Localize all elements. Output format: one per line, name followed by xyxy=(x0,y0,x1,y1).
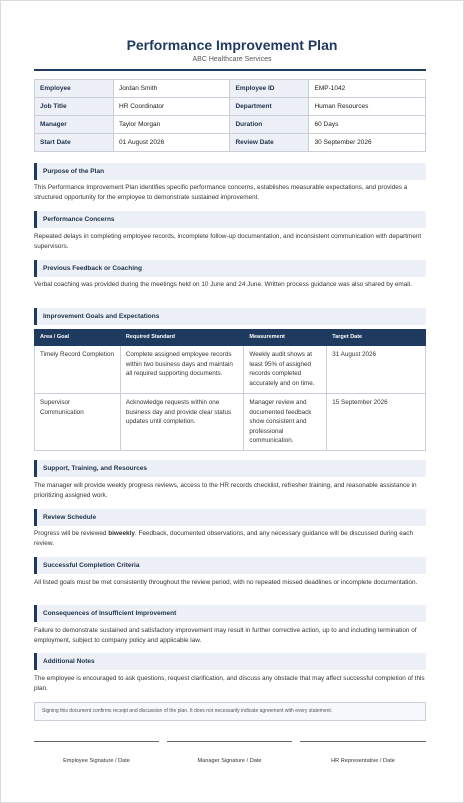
feedback-text: Verbal coaching was provided during the meetings held on 10 June and 24 June. Written process guidance was also shared by email. xyxy=(34,281,412,288)
concerns-heading: Performance Concerns xyxy=(34,211,426,228)
goals-col-measurement: Measurement xyxy=(244,330,327,346)
goal-standard: Complete assigned employee records within two business days and maintain all required supporting documents. xyxy=(120,346,244,394)
employee-info-table xyxy=(34,79,426,152)
employee-label: Employee xyxy=(35,80,114,98)
employee-value: Jordan Smith xyxy=(114,80,230,98)
goal-target: 31 August 2026 xyxy=(327,346,426,394)
goal-area: Timely Record Completion xyxy=(35,346,121,394)
review-text-end: . Feedback, documented observations, and any necessary guidance will be discussed during each review. xyxy=(34,530,414,547)
goals-heading: Improvement Goals and Expectations xyxy=(34,308,426,325)
info-row xyxy=(35,80,426,98)
goals-header-row xyxy=(35,330,426,346)
department-label: Department xyxy=(230,98,309,116)
employee-id-value: EMP-1042 xyxy=(309,80,426,98)
start-date-label: Start Date xyxy=(35,134,114,152)
review-frequency: biweekly xyxy=(108,530,135,537)
consequences-text: Failure to demonstrate sustained and satisfactory improvement may result in further corrective action, up to and including termination of employment, subject to company policy and applicable law. xyxy=(34,627,417,644)
support-text: The manager will provide weekly progress reviews, access to the HR records checklist, refresher training, and reasonable assistance in prioritizing assigned work. xyxy=(34,482,417,499)
goal-measurement: Manager review and documented feedback show consistent and professional communication. xyxy=(244,394,327,451)
duration-value: 60 Days xyxy=(309,116,426,134)
review-text-start: Progress will be reviewed xyxy=(34,530,109,537)
purpose-heading: Purpose of the Plan xyxy=(34,163,426,180)
employee-signature-label: Employee Signature / Date xyxy=(63,758,130,764)
table-row xyxy=(35,346,426,394)
goal-target: 15 September 2026 xyxy=(327,394,426,451)
goals-table xyxy=(34,329,426,451)
review-date-value: 30 September 2026 xyxy=(309,134,426,152)
consequences-heading: Consequences of Insufficient Improvement xyxy=(34,605,426,622)
organization-name: ABC Healthcare Services xyxy=(192,56,272,63)
goal-standard: Acknowledge requests within one business day and provide clear status updates until completion. xyxy=(120,394,244,451)
goal-area: Supervisor Communication xyxy=(35,394,121,451)
hr-signature-line xyxy=(300,741,426,742)
acknowledgement-notice: Signing this document confirms receipt and discussion of the plan. It does not necessarily indicate agreement with every statement. xyxy=(34,702,426,721)
criteria-text: All listed goals must be met consistently throughout the review period, with no repeated missed deadlines or incomplete documentation. xyxy=(34,579,418,586)
concerns-text: Repeated delays in completing employee records, incomplete follow-up documentation, and inconsistent communication with department supervisors. xyxy=(34,233,422,250)
job-title-value: HR Coordinator xyxy=(114,98,230,116)
purpose-text: This Performance Improvement Plan identifies specific performance concerns, establishes measurable expectations, and provides a structured opportunity for the employee to demonstrate sustained improvement. xyxy=(34,184,408,201)
review-text xyxy=(34,529,426,548)
manager-label: Manager xyxy=(35,116,114,134)
review-date-label: Review Date xyxy=(230,134,309,152)
goals-col-area: Area / Goal xyxy=(35,330,121,346)
department-value: Human Resources xyxy=(309,98,426,116)
table-row xyxy=(35,394,426,451)
employee-signature-line xyxy=(34,741,159,742)
goals-col-standard: Required Standard xyxy=(120,330,244,346)
page-title: Performance Improvement Plan xyxy=(126,37,338,53)
review-heading: Review Schedule xyxy=(34,509,426,526)
notes-text: The employee is encouraged to ask questions, request clarification, and discuss any obstacle that may affect successful completion of this plan. xyxy=(34,675,425,692)
info-row xyxy=(35,134,426,152)
manager-value: Taylor Morgan xyxy=(114,116,230,134)
job-title-label: Job Title xyxy=(35,98,114,116)
notes-heading: Additional Notes xyxy=(34,653,426,670)
info-row xyxy=(35,98,426,116)
info-row xyxy=(35,116,426,134)
manager-signature-line xyxy=(167,741,292,742)
duration-label: Duration xyxy=(230,116,309,134)
start-date-value: 01 August 2026 xyxy=(114,134,230,152)
manager-signature-label: Manager Signature / Date xyxy=(197,758,262,764)
criteria-heading: Successful Completion Criteria xyxy=(34,557,426,574)
goal-measurement: Weekly audit shows at least 95% of assigned records completed accurately and on time. xyxy=(244,346,327,394)
hr-signature-label: HR Representative / Date xyxy=(331,758,395,764)
employee-id-label: Employee ID xyxy=(230,80,309,98)
goals-col-target: Target Date xyxy=(327,330,426,346)
feedback-heading: Previous Feedback or Coaching xyxy=(34,260,426,277)
title-divider xyxy=(34,69,426,71)
support-heading: Support, Training, and Resources xyxy=(34,460,426,477)
